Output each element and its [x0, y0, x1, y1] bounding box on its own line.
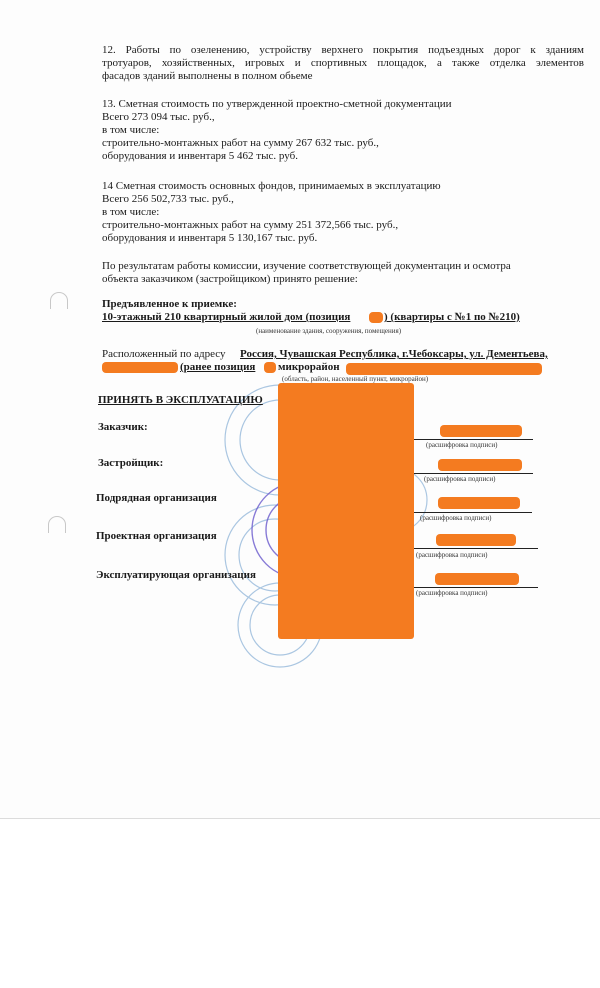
- section12-line1: 12. Работы по озеленению, устройству верхнего покрытия подъездных дорог к зданиям: [102, 44, 584, 56]
- redaction: [369, 312, 383, 323]
- redaction: [436, 534, 516, 546]
- redaction: [102, 362, 178, 373]
- punch-hole: [50, 292, 68, 309]
- section14-incl: в том числе:: [102, 206, 160, 218]
- section14-heading: 14 Сметная стоимость основных фондов, принимаемых в эксплуатацию: [102, 180, 441, 192]
- redaction: [440, 425, 522, 437]
- address-label: Расположенный по адресу: [102, 348, 226, 360]
- role-design-org: Проектная организация: [96, 530, 217, 542]
- accept-title: ПРИНЯТЬ В ЭКСПЛУАТАЦИЮ: [98, 394, 263, 406]
- address-line2-a: (ранее позиция: [180, 361, 256, 373]
- presented-object-b: ) (квартиры с №1 по №210): [384, 311, 520, 323]
- section13-incl: в том числе:: [102, 124, 160, 136]
- section12-line3: фасадов зданий выполнены в полном обьеме: [102, 70, 313, 82]
- presented-label: Предъявленное к приемке:: [102, 298, 237, 310]
- decision-line2: объекта заказчиком (застройщиком) принято решение:: [102, 273, 358, 285]
- signature-caption: (расшифровка подписи): [420, 514, 492, 522]
- section14-equipment: оборудования и инвентаря 5 130,167 тыс. руб.: [102, 232, 318, 244]
- signature-line: [404, 587, 538, 588]
- redaction: [264, 362, 276, 373]
- signature-caption: (расшифровка подписи): [424, 475, 496, 483]
- redaction: [346, 363, 542, 375]
- decision-line1: По результатам работы комиссии, изучение соответствующей документацин и осмотра: [102, 260, 511, 272]
- section13-total: Всего 273 094 тыс. руб.,: [102, 111, 215, 123]
- section12-line2: тротуаров, хозяйственных, игровых и спортивных площадок, а также отделка элементов: [102, 57, 584, 69]
- address-line2-b: микрорайон: [278, 361, 340, 373]
- section13-construction: строительно-монтажных работ на сумму 267 632 тыс. руб.,: [102, 137, 379, 149]
- signature-redaction: [278, 383, 414, 639]
- role-contractor: Подрядная организация: [96, 492, 217, 504]
- signature-caption: (расшифровка подписи): [426, 441, 498, 449]
- signature-caption: (расшифровка подписи): [416, 551, 488, 559]
- punch-hole: [48, 516, 66, 533]
- role-operator: Эксплуатирующая организация: [96, 569, 256, 581]
- role-customer: Заказчик:: [98, 421, 148, 433]
- presented-object-a: 10-этажный 210 квартирный жилой дом (позиция: [102, 311, 351, 323]
- signature-caption: (расшифровка подписи): [416, 589, 488, 597]
- redaction: [438, 497, 520, 509]
- redaction: [438, 459, 522, 471]
- signature-line: [404, 548, 538, 549]
- section13-heading: 13. Сметная стоимость по утвержденной проектно-сметной документации: [102, 98, 452, 110]
- section13-equipment: оборудования и инвентаря 5 462 тыс. руб.: [102, 150, 298, 162]
- redaction: [435, 573, 519, 585]
- presented-caption: (наименование здания, сооружения, помещения): [256, 327, 402, 335]
- signature-line: [404, 512, 532, 513]
- signature-line: [405, 473, 533, 474]
- section14-construction: строительно-монтажных работ на сумму 251 372,566 тыс. руб.,: [102, 219, 399, 231]
- role-developer: Застройщик:: [98, 457, 164, 469]
- address-caption: (область, район, населенный пункт, микрорайон): [282, 375, 429, 383]
- signature-line: [405, 439, 533, 440]
- address-value: Россия, Чувашская Республика, г.Чебоксары, ул. Дементьева,: [240, 348, 548, 360]
- section14-total: Всего 256 502,733 тыс. руб.,: [102, 193, 234, 205]
